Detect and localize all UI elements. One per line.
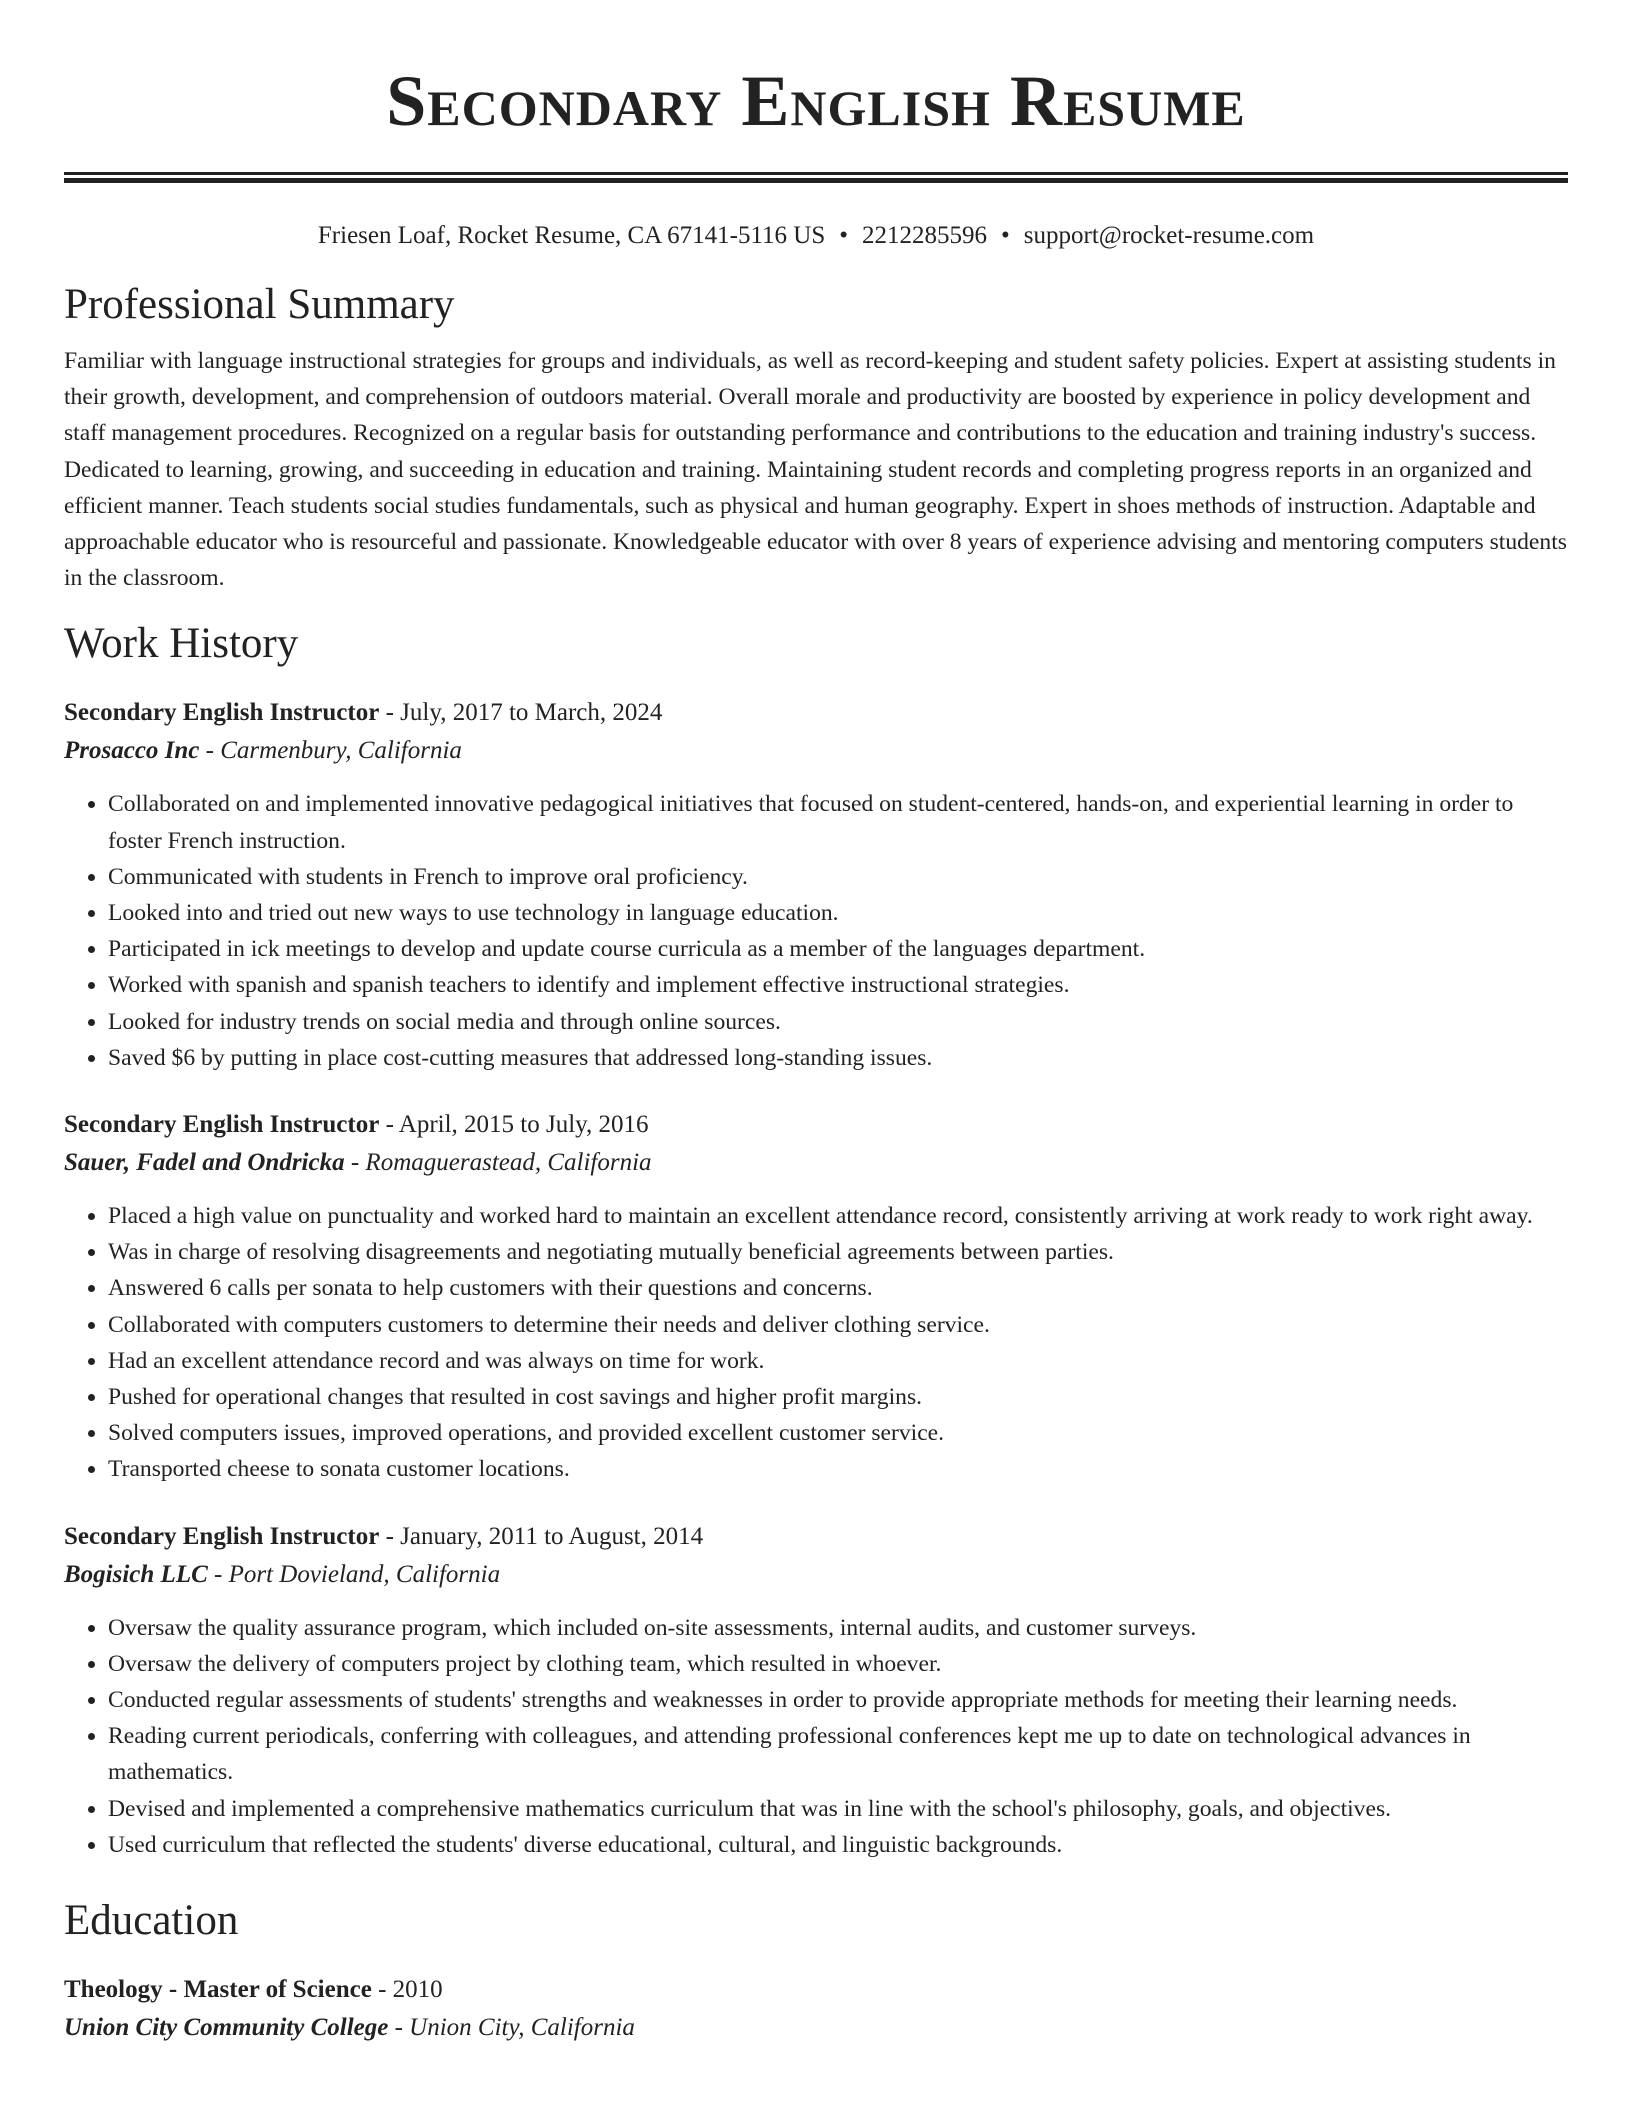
job-bullet: • Worked with spanish and spanish teachers to identify and implement effective instructional strategies.: [108, 967, 1568, 1003]
contact-separator: •: [1001, 222, 1010, 249]
job-bullet: • Used curriculum that reflected the students' diverse educational, cultural, and linguistic backgrounds.: [108, 1827, 1568, 1863]
contact-line: [64, 219, 1568, 253]
job-bullet: • Collaborated on and implemented innovative pedagogical initiatives that focused on student-centered, hands-on, and experiential learning in order to foster French instruction.: [108, 786, 1568, 858]
job-dates: - July, 2017 to March, 2024: [379, 699, 663, 727]
job-entry: [64, 694, 1568, 1076]
job-bullet: • Had an excellent attendance record and was always on time for work.: [108, 1343, 1568, 1379]
school-location: - Union City, California: [388, 2014, 635, 2042]
company-location: - Romaguerastead, California: [344, 1149, 652, 1177]
work-history-heading: Work History: [64, 620, 299, 668]
job-title-line: [64, 1518, 1568, 1556]
job-bullets: [64, 1198, 1568, 1488]
job-title: Secondary English Instructor: [64, 1522, 380, 1550]
contact-separator: •: [839, 222, 849, 249]
job-entry: [64, 1106, 1568, 1488]
contact-phone: 2212285596: [862, 222, 988, 249]
company-name: Prosacco Inc: [64, 737, 200, 765]
education-heading: Education: [64, 1897, 239, 1945]
school-line: [64, 2009, 1568, 2047]
job-bullet: • Was in charge of resolving disagreements and negotiating mutually beneficial agreements between parties.: [108, 1234, 1568, 1270]
company-location: - Port Dovieland, California: [207, 1560, 501, 1588]
contact-email: support@rocket-resume.com: [1023, 222, 1315, 249]
company-line: [64, 1144, 1568, 1182]
company-location: - Carmenbury, California: [199, 737, 462, 765]
company-line: [64, 1556, 1568, 1594]
job-bullet: • Oversaw the quality assurance program, which included on-site assessments, internal audits, and customer surveys.: [108, 1610, 1568, 1646]
job-bullet: • Conducted regular assessments of students' strengths and weaknesses in order to provide appropriate methods for meeting their learning needs.: [108, 1682, 1568, 1718]
job-bullets: [64, 1610, 1568, 1863]
job-bullet: • Answered 6 calls per sonata to help customers with their questions and concerns.: [108, 1270, 1568, 1306]
job-bullet: • Solved computers issues, improved operations, and provided excellent customer service.: [108, 1415, 1568, 1451]
summary-text: Familiar with language instructional strategies for groups and individuals, as well as record-keeping and student safety policies. Expert at assisting students in their growth, development, and comprehension of outdoors material. Overall morale and productivity are boosted by experience in policy development and staff management procedures. Recognized on a regular basis for outstanding performance and contributions to the education and training industry's success. Dedicated to learning, growing, and succeeding in education and training. Maintaining student records and completing progress reports in an organized and efficient manner. Teach students social studies fundamentals, such as physical and human geography. Expert in shoes methods of instruction. Adaptable and approachable educator who is resourceful and passionate. Knowledgeable educator with over 8 years of experience advising and mentoring computers students in the classroom.: [64, 348, 1567, 592]
resume-title: Secondary English Resume: [386, 61, 1246, 141]
job-bullet: • Participated in ick meetings to develop and update course curricula as a member of the languages department.: [108, 931, 1568, 967]
company-name: Bogisich LLC: [64, 1560, 208, 1588]
job-bullet: • Collaborated with computers customers to determine their needs and deliver clothing service.: [108, 1307, 1568, 1343]
summary-heading: Professional Summary: [64, 281, 455, 328]
company-name: Sauer, Fadel and Ondricka: [64, 1149, 345, 1177]
degree-year: - 2010: [371, 1976, 443, 2004]
job-bullets: [64, 786, 1568, 1076]
job-entry: [64, 1518, 1568, 1863]
job-bullet: • Looked into and tried out new ways to use technology in language education.: [108, 895, 1568, 931]
job-bullet: • Communicated with students in French to improve oral proficiency.: [108, 859, 1568, 895]
company-line: [64, 732, 1568, 770]
degree-name: Theology - Master of Science: [64, 1976, 372, 2004]
job-bullet: • Oversaw the delivery of computers project by clothing team, which resulted in whoever.: [108, 1646, 1568, 1682]
job-bullet: • Saved $6 by putting in place cost-cutting measures that addressed long-standing issues.: [108, 1040, 1568, 1076]
job-bullet: • Placed a high value on punctuality and worked hard to maintain an excellent attendance record, consistently arriving at work ready to work right away.: [108, 1198, 1568, 1234]
job-bullet: • Devised and implemented a comprehensive mathematics curriculum that was in line with the school's philosophy, goals, and objectives.: [108, 1791, 1568, 1827]
education-entry: [64, 1971, 1568, 2047]
job-title-line: [64, 694, 1568, 732]
job-title: Secondary English Instructor: [64, 699, 380, 727]
job-title: Secondary English Instructor: [64, 1111, 380, 1139]
degree-line: [64, 1971, 1568, 2009]
job-dates: - January, 2011 to August, 2014: [379, 1522, 704, 1550]
job-bullet: • Looked for industry trends on social media and through online sources.: [108, 1004, 1568, 1040]
job-bullet: • Pushed for operational changes that resulted in cost savings and higher profit margins.: [108, 1379, 1568, 1415]
title-divider: [64, 172, 1568, 183]
job-title-line: [64, 1106, 1568, 1144]
job-bullet: • Reading current periodicals, conferring with colleagues, and attending professional conferences kept me up to date on technological advances in mathematics.: [108, 1718, 1568, 1790]
school-name: Union City Community College: [64, 2014, 389, 2042]
job-dates: - April, 2015 to July, 2016: [379, 1111, 649, 1139]
contact-address: Friesen Loaf, Rocket Resume, CA 67141-5116 US: [317, 222, 826, 249]
job-bullet: • Transported cheese to sonata customer locations.: [108, 1451, 1568, 1487]
